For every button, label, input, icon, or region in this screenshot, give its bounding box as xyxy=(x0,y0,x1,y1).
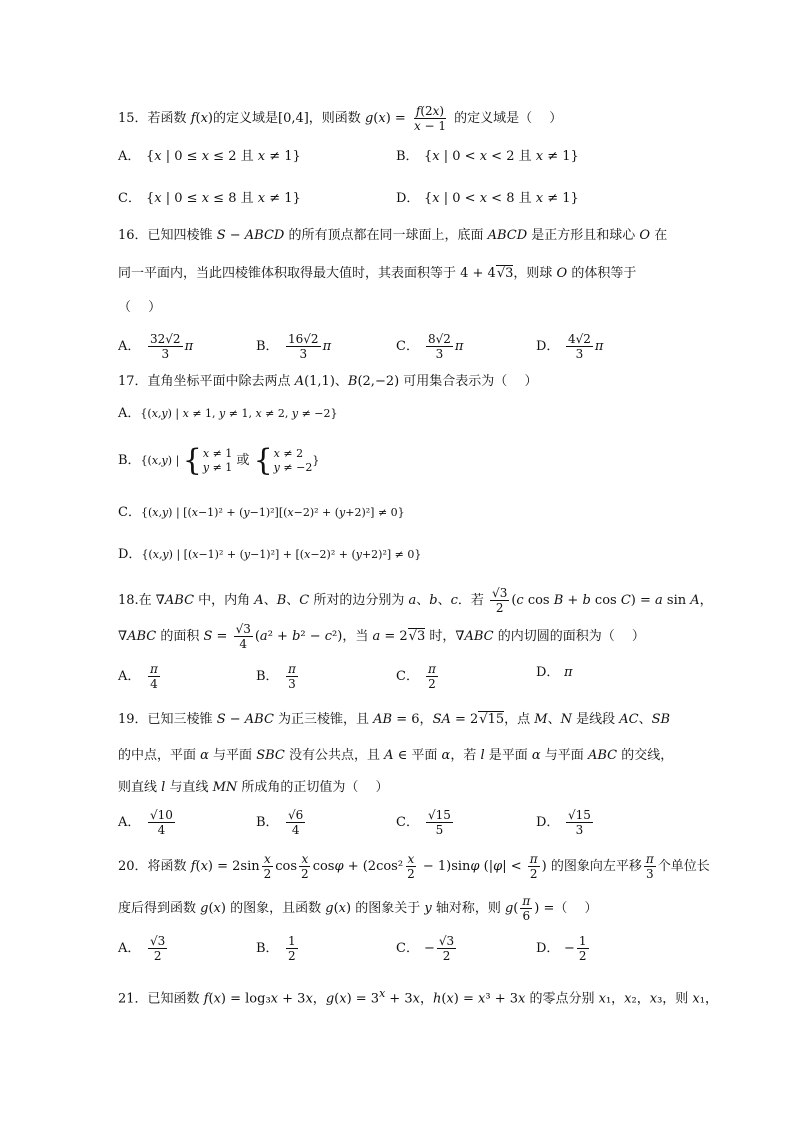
q20-option-d[interactable]: D． − $\frac{1}{2}$ xyxy=(536,934,587,963)
q18-options xyxy=(118,662,734,698)
q20-line2: 度后得到函数 g(x) 的图象，且函数 g(x) 的图象关于 y 轴对称，则 g( $\frac{\pi}{6}$ ) =（ ） xyxy=(118,894,598,923)
q15-option-c[interactable]: C． {x | 0 ≤ x ≤ 8 且 x ≠ 1} xyxy=(118,191,301,206)
q15-options-row1 xyxy=(118,146,734,176)
q20-line1: 20．将函数 f(x) = 2sin $\frac{x}{2}$ cos $\frac{x}{2}$ cosφ + (2cos² $\frac{x}{2}$ − 1)sinφ (|φ| < $\frac{\pi}{2}$ ) 的图象向左平移 $\frac{\pi}{3}$ 个单位长 xyxy=(118,852,710,881)
q16-option-a[interactable]: A． $\frac{32√2}{3}$ π xyxy=(118,332,194,361)
q20-option-b[interactable]: B． $\frac{1}{2}$ xyxy=(256,934,296,963)
q15-option-b[interactable]: B． {x | 0 < x < 2 且 x ≠ 1} xyxy=(396,149,579,164)
q18-line1: 18.在 ∇ABC 中，内角 A、B、C 所对的边分别为 a、b、c．若 $\frac{√3}{2}$ (c cos B + b cos C) = a sin A， xyxy=(118,586,713,615)
q19-option-a[interactable]: A． $\frac{√10}{4}$ xyxy=(118,808,173,837)
q16-option-c[interactable]: C． $\frac{8√2}{3}$ π xyxy=(396,332,464,361)
q19-line3: 则直线 l 与直线 MN 所成角的正切值为（ ） xyxy=(118,780,389,795)
q18-line2: ∇ABC 的面积 S = $\frac{√3}{4}$ (a² + b² − c²)，当 a = 2√3 时，∇ABC 的内切圆的面积为（ ） xyxy=(118,622,645,651)
q19-line1: 19．已知三棱锥 S − ABC 为正三棱锥，且 AB = 6，SA = 2√15，点 M、N 是线段 AC、SB xyxy=(118,712,671,727)
q15-option-a[interactable]: A． {x | 0 ≤ x ≤ 2 且 x ≠ 1} xyxy=(118,149,301,164)
q20-options xyxy=(118,934,734,970)
q19-option-d[interactable]: D． $\frac{√15}{3}$ xyxy=(536,808,591,837)
q17-option-b[interactable]: B．{(x,y) | { x ≠ 1 y ≠ 1 或 { x ≠ 2 y ≠ −2 } xyxy=(118,442,320,478)
q16-line3: （ ） xyxy=(118,300,162,315)
q15-stem: 15．若函数 f(x)的定义域是[0,4]，则函数 g(x) = $\frac{f(2x)}{x - 1}$ 的定义域是（ ） xyxy=(118,104,563,133)
q15-option-d[interactable]: D． {x | 0 < x < 8 且 x ≠ 1} xyxy=(396,191,579,206)
q17-option-c[interactable]: C．{(x,y) | [(x−1)² + (y−1)²][(x−2)² + (y+2)²] ≠ 0} xyxy=(118,505,405,520)
q16-line2: 同一平面内，当此四棱锥体积取得最大值时，其表面积等于 4 + 4√3，则球 O 的体积等于 xyxy=(118,266,637,281)
q18-option-d[interactable]: D． π xyxy=(536,665,573,680)
q20-option-c[interactable]: C． − $\frac{√3}{2}$ xyxy=(396,934,455,963)
q18-option-b[interactable]: B． $\frac{\pi}{3}$ xyxy=(256,662,296,691)
q19-option-b[interactable]: B． $\frac{√6}{4}$ xyxy=(256,808,304,837)
q16-line1: 16．已知四棱锥 S − ABCD 的所有顶点都在同一球面上，底面 ABCD 是正方形且和球心 O 在 xyxy=(118,228,668,243)
q18-option-c[interactable]: C． $\frac{\pi}{2}$ xyxy=(396,662,436,691)
q17-option-a[interactable]: A．{(x,y) | x ≠ 1, y ≠ 1, x ≠ 2, y ≠ −2} xyxy=(118,406,338,421)
q21-line1: 21．已知函数 f(x) = log₃x + 3x，$g(x) = 3^x + 3x$，h(x) = x³ + 3x 的零点分别 x₁，x₂，x₃，则 x₁， xyxy=(118,987,718,1007)
q18-option-a[interactable]: A． $\frac{\pi}{4}$ xyxy=(118,662,158,691)
q16-option-b[interactable]: B． $\frac{16√2}{3}$ π xyxy=(256,332,332,361)
q15-options-row2 xyxy=(118,188,734,218)
q20-option-a[interactable]: A． $\frac{√3}{2}$ xyxy=(118,934,166,963)
q19-options xyxy=(118,808,734,844)
q16-option-d[interactable]: D． $\frac{4√2}{3}$ π xyxy=(536,332,604,361)
q16-options xyxy=(118,332,734,368)
q19-line2: 的中点，平面 α 与平面 SBC 没有公共点，且 A ∈ 平面 α，若 l 是平面 α 与平面 ABC 的交线， xyxy=(118,748,674,763)
q17-option-d[interactable]: D．{(x,y) | [(x−1)² + (y−1)²] + [(x−2)² + (y+2)²] ≠ 0} xyxy=(118,547,422,562)
q19-option-c[interactable]: C． $\frac{√15}{5}$ xyxy=(396,808,451,837)
q17-stem: 17．直角坐标平面中除去两点 A(1,1)、B(2,−2) 可用集合表示为（ ） xyxy=(118,374,538,389)
